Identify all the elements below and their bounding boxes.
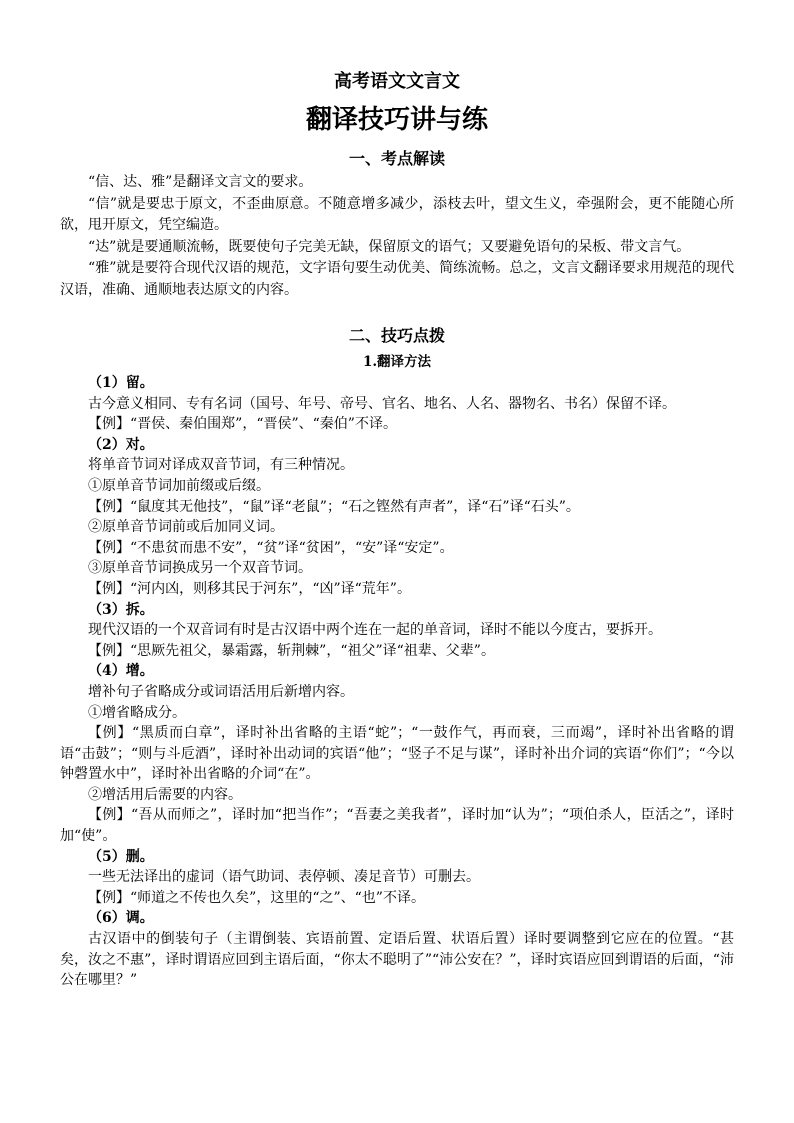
- example-line: 【例】“晋侯、秦伯围郑”，“晋侯”、“秦伯”不译。: [88, 416, 397, 433]
- example-line: 【例】“鼠度其无他技”，“鼠”译“老鼠”；“石之铿然有声者”，译“石”译“石头”。: [88, 498, 580, 515]
- section1-paragraph: “达”就是要通顺流畅，既要使句子完美无缺，保留原文的语气；又要避免语句的呆板、带文言气。: [88, 238, 691, 255]
- body-line: 一些无法译出的虚词（语气助词、表停顿、凑足音节）可删去。: [88, 869, 480, 886]
- body-line: ②原单音节词前或后加同义词。: [88, 519, 284, 536]
- example-line: 【例】“吾从而师之”，译时加“把当作”；“吾妻之美我者”，译时加“认为”；“项伯杀人，臣活之”，译时加“使”。: [60, 807, 734, 845]
- body-line: ①原单音节词加前缀或后缀。: [88, 477, 270, 494]
- section1-paragraph: “信”就是要忠于原文，不歪曲原意。不随意增多减少，添枝去叶，望文生义，牵强附会，更不能随心所欲，甩开原文，凭空编造。: [60, 195, 734, 233]
- body-line: 古今意义相同、专有名词（国号、年号、帝号、官名、地名、人名、器物名、书名）保留不译。: [88, 395, 676, 412]
- section1-paragraph: “信、达、雅”是翻译文言文的要求。: [88, 174, 313, 190]
- example-line: 【例】“河内凶，则移其民于河东”，“凶”译“荒年”。: [88, 580, 411, 597]
- section1-heading: 一、考点解读: [348, 149, 445, 168]
- example-line: 【例】“思厥先祖父，暴霜露，斩荆棘”，“祖父”译“祖辈、父辈”。: [88, 642, 495, 659]
- section2-body: [60, 373, 734, 991]
- example-line: 【例】“师道之不传也久矣”，这里的“之”、“也”不译。: [88, 889, 425, 906]
- example-line: 【例】“黑质而白章”，译时补出省略的主语“蛇”；“一鼓作气，再而衰，三而竭”，译时补出省略的谓语“击鼓”；“则与斗卮酒”，译时补出动词的宾语“他”；“竖子不足与谋”，译时补出介词的宾语“你们”；“今以钟磬置水中”，译时补出省略的介词“在”。: [60, 725, 734, 783]
- section2-subheading: 1.翻译方法: [362, 354, 432, 370]
- method-heading: （4）增。: [88, 663, 154, 680]
- section1-paragraph: “雅”就是要符合现代汉语的规范，文字语句要生动优美、简练流畅。总之，文言文翻译要求用规范的现代汉语，准确、通顺地表达原文的内容。: [60, 260, 734, 298]
- body-line: 古汉语中的倒装句子（主谓倒装、宾语前置、定语后置、状语后置）译时要调整到它应在的位置。“甚矣，汝之不惠”，译时谓语应回到主语后面，“你太不聪明了”“沛公安在？”，译时宾语应回到谓语的后面，“沛公在哪里？”: [60, 931, 734, 989]
- method-heading: （5）删。: [88, 848, 154, 865]
- body-line: 现代汉语的一个双音词有时是古汉语中两个连在一起的单音词，译时不能以今度古，要拆开。: [88, 622, 662, 639]
- body-line: ①增省略成分。: [88, 704, 186, 721]
- body-line: 增补句子省略成分或词语活用后新增内容。: [88, 683, 354, 700]
- body-line: ③原单音节词换成另一个双音节词。: [88, 560, 312, 577]
- body-line: 将单音节词对译成双音节词，有三种情况。: [88, 457, 354, 474]
- section2-heading: 二、技巧点拨: [348, 326, 445, 345]
- method-heading: （3）拆。: [88, 601, 154, 618]
- method-heading: （6）调。: [88, 910, 154, 927]
- doc-title-line2: 翻译技巧讲与练: [305, 105, 488, 135]
- body-line: ②增活用后需要的内容。: [88, 786, 242, 803]
- method-heading: （1）留。: [88, 375, 154, 391]
- method-heading: （2）对。: [88, 436, 154, 453]
- section1-body: [60, 172, 734, 301]
- document-page: [60, 68, 734, 991]
- doc-title-line1: 高考语文文言文: [334, 71, 460, 92]
- example-line: 【例】“不患贫而患不安”，“贫”译“贫困”，“安”译“安定”。: [88, 539, 454, 556]
